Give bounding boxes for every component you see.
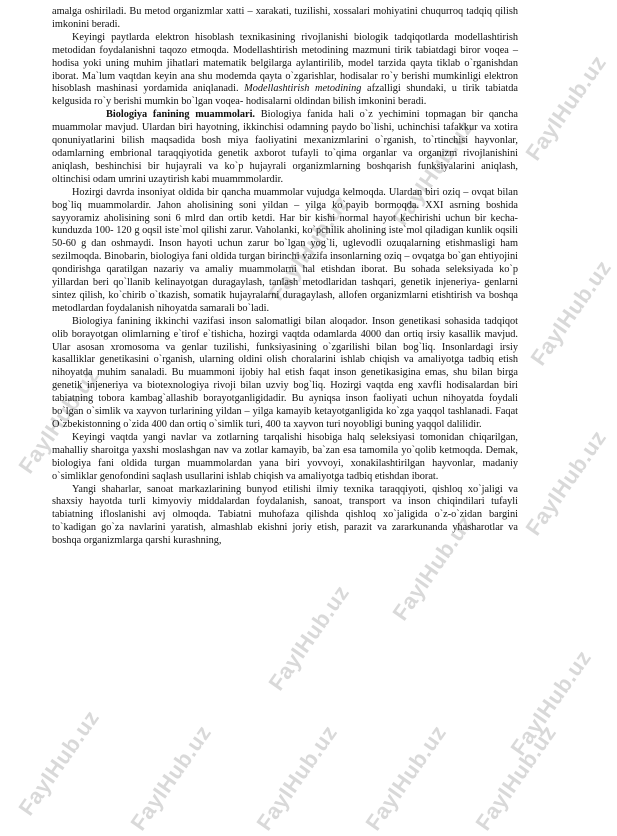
section-heading: Biologiya fanining muammolari.	[106, 109, 256, 121]
watermark: FayIHub.uz	[251, 720, 343, 835]
watermark: FayIHub.uz	[13, 363, 105, 478]
paragraph	[52, 109, 518, 186]
paragraph: Hozirgi davrda insoniyat oldida bir qancha muammolar vujudga kelmoqda. Ulardan biri oziq – ovqat bilan bog`liq muammolardir. Jahon aholisining soni yildan – yilga ko`payib bormoqda. XXI asrning boshida sayyoramiz aholisining soni 6 mlrd dan ortib ketdi. Har bir kishi normal hayot kechirishi uchun bir kecha- kunduzda 100- 120 g oqsil iste`mol qilishi zarur. Vaholanki, ko`pchilik aholining iste`mol qiladigan kunlik oqsili 50-60 g dan oshmaydi. Inson hayoti uchun zarur bo`lgan yog`li, uglevodli ozuqalarning etishmasligi ham sezilmoqda. Binobarin, biologiya fani oldida turgan birinchi vazifa insonlarning oziq – ovqatga bo`gan ehtiyojini qondirishga qaratilgan nazariy va amaliy muammolarni hal etishdan iborat. Bu sohada seleksiyada ko`p yillardan beri qo`llanib kelinayotgan duragaylash, tanlash metodlaridan tashqari, genetik injeneriya- genlarni sintez qilish, ko`chirib o`tkazish, somatik hujayralarni duragaylash, allofen organizmlarni etishtirish va boshqa metodlardan foydalanish nihoyatda samarali bo`ladi.	[52, 186, 518, 314]
watermark: FayIHub.uz	[520, 425, 612, 540]
watermark: FayIHub.uz	[387, 510, 479, 625]
watermark: FayIHub.uz	[263, 190, 355, 305]
paragraph-text: Biologiya fanida hali o`z yechimini topmagan bir qancha muammolar mavjud. Ulardan biri hayotning, ikkinchisi odamning paydo bo`lishi, uchinchisi tafakkur va xotira qonuniyatlarini bilish maqsadida bosh miya faoliyatini mexanizmlarini o`rganish, to`rtinchisi hayvonlar, odamlarning embrional taraqqiyotida genetik axborot tufayli to`qima organlar va organizm rivojlanishini aniqlash, beshinchisi bir hujayrali va ko`p hujayrali organizmlarning boshqarish funksiyalarini aniqlash, oltinchisi odam umrini uzaytirish kabi muammmolardir.	[52, 109, 518, 185]
watermark: FayIHub.uz	[520, 50, 612, 165]
italic-term: Modellashtirish metodining	[244, 83, 362, 95]
watermark: FayIHub.uz	[13, 705, 105, 820]
paragraph: amalga oshiriladi. Bu metod organizmlar xatti – xarakati, tuzilishi, xossalari mohiyatini chuqurroq tadqiq qilish imkonini beradi.	[52, 6, 518, 30]
paragraph-text: afzalligi shundaki, u tirik tabiatda kelgusida ro`y berishi mumkin bo`lgan voqea- hodisalarni oldindan bilish imkonini beradi.	[52, 83, 518, 108]
watermark: FayIHub.uz	[125, 720, 217, 835]
watermark: FayIHub.uz	[505, 645, 597, 760]
watermark: FayIHub.uz	[387, 115, 479, 230]
watermark: FayIHub.uz	[263, 580, 355, 695]
paragraph: Biologiya fanining ikkinchi vazifasi inson salomatligi bilan aloqador. Inson genetikasi sohasida tadqiqot olib borayotgan olimlarning e`tirof e`tishicha, hozirgi vaqtda odamlarda 4000 dan ortiq irsiy kasallik mavjud. Ular asosan xromosoma va genlar tuzilishi, funksiyasining o`zgarilishi bilan bog`liq. Insonlardagi irsiy kasalliklar genetikasini o`rganish, ularning oldini olish choralarini ishlab chiqish va amaliyotga tadbiq etish nihoyatda muhim sanaladi. Bu muammoni ijobiy hal etish faqat inson genetikasigina emas, shu bilan birga genetik injeneriya va biotexnologiya rivoji bilan uzviy bog`liq. Hozirgi vaqtda eng xavfli hodisalardan biri tabiatning tobora kambag`allashib borayotganligidadir. Bu ayniqsa inson faoliyati uchun nihoyatda foydali bo`lgan o`simlik va xayvon turlarining yildan – yilga kamayib ketayotganligida ko`zga yaqqol tashlanadi. Faqat O`zbekistonning o`zida 400 dan ortiq o`simlik turi, 400 ta xayvon turi noyobligi buning yaqqol dalilidir.	[52, 315, 518, 430]
paragraph: Yangi shaharlar, sanoat markazlarining bunyod etilishi ilmiy texnika taraqqiyoti, qishloq xo`jaligi va shaxsiy hayotda turli kimyoviy middalardan foydalanish, sanoat, transport va inson chiqindilari tufayli tabiatning ifloslanishi avj olmoqda. Tabiatni muhofaza qilishda qishloq xo`jaligida o`z-o`zidan bargini to`kadigan go`za navlarini yaratish, almashlab ekishni joriy etish, parazit va zararkunanda yhasharotlar va boshqa organizmlarga qarshi kurashning,	[52, 483, 518, 547]
document-page	[52, 6, 518, 548]
paragraph: Keyingi vaqtda yangi navlar va zotlarning tarqalishi hisobiga halq seleksiyasi tomonidan chiqarilgan, mahalliy sharoitga yaxshi moslashgan nav va zotlar kamayib, ba`zan esa tamomila yo`qolib ketmoqda. Demak, biologiya fani oldida turgan muammolardan yana biri yovvoyi, xonakilashtirilgan hayvonlar, madaniy o`simliklar genofondini saqlash usullarini ishlab chiqish va amaliyotga tadbiq etishdan iborat.	[52, 431, 518, 482]
paragraph-text: Keyingi paytlarda elektron hisoblash texnikasining rivojlanishi biologik tadqiqotlarda modellashtirish metodidan foydalanishni taqozo etmoqda. Modellashtirish metodining mazmuni tirik tabiatdagi biror voqea – hodisa yoki uning muhim jihatlari matematik belgilarga aylantirilib, model tarzida qayta tiklab o`rganishdan iborat. Ma`lum vaqtdan keyin ana shu modemda qayta o`zgarishlar, hodisalar ro`y berishi mumkinligi elektron hisoblash mashinasi yordamida aniqlanadi.	[52, 31, 518, 95]
watermark: FayIHub.uz	[525, 255, 617, 370]
paragraph	[52, 32, 518, 109]
watermark: FayIHub.uz	[470, 720, 562, 835]
watermark: FayIHub.uz	[360, 720, 452, 835]
